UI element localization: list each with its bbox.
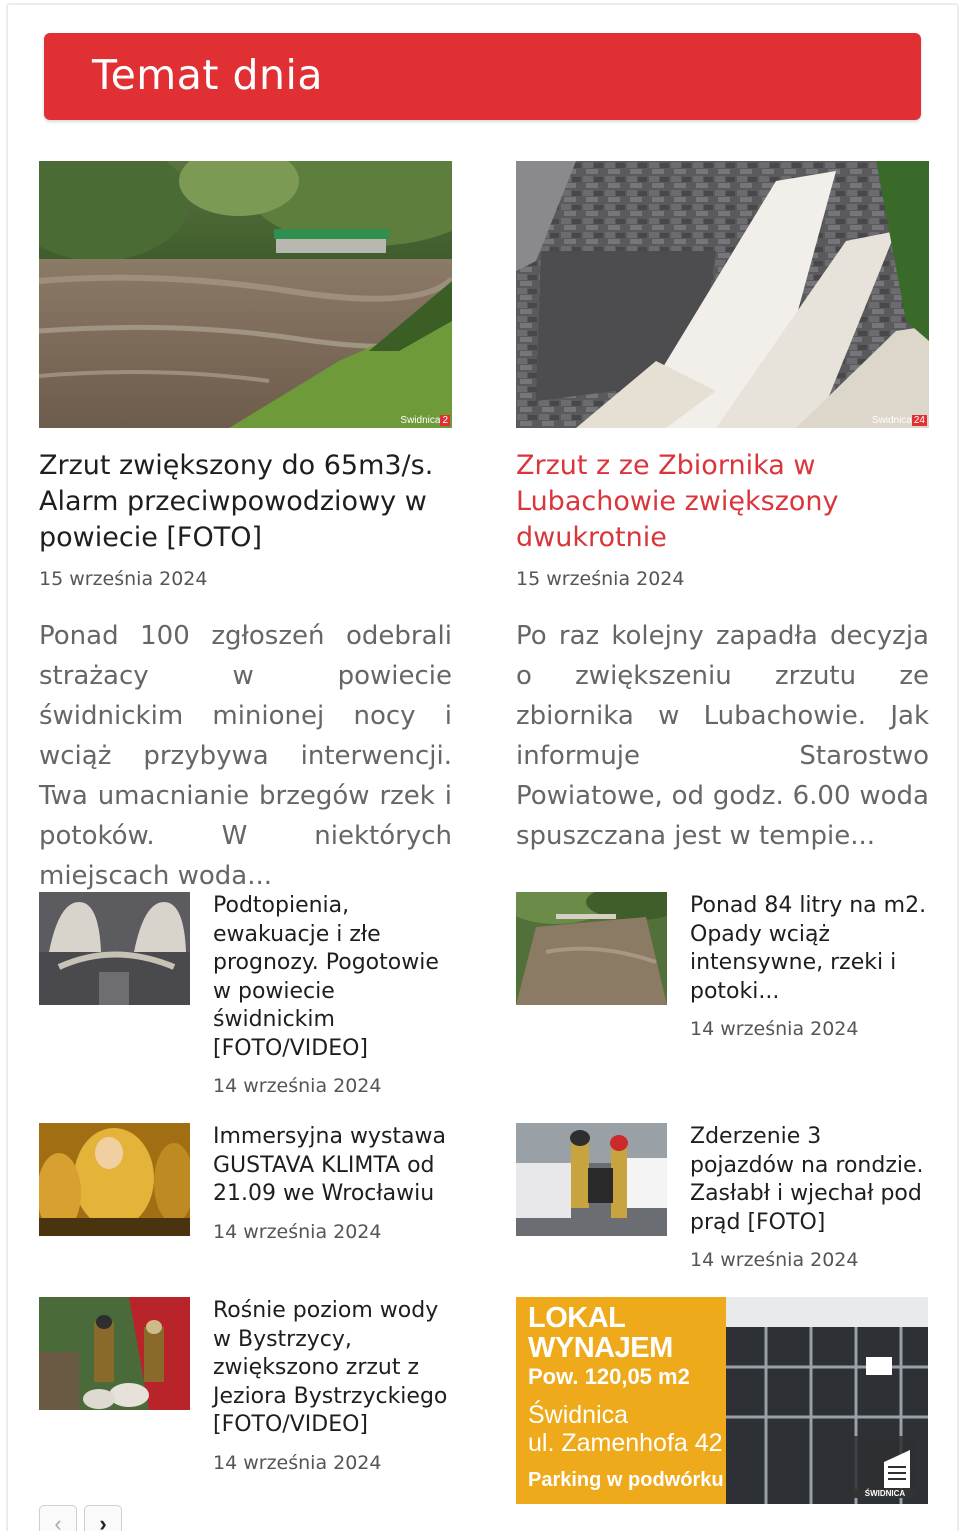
featured-article[interactable]: [516, 161, 929, 856]
featured-article-image[interactable]: [39, 161, 452, 428]
list-item-title[interactable]: Rośnie poziom wody w Bystrzycy, zwiększono zrzut z Jeziora Bystrzyckiego [FOTO/VIDEO]: [213, 1298, 448, 1437]
list-item-title[interactable]: Ponad 84 litry na m2. Opady wciąż intensywne, rzeki i potoki...: [690, 893, 927, 1004]
ad-street: ul. Zamenhofa 42: [528, 1429, 723, 1457]
list-item-image[interactable]: [39, 1297, 190, 1410]
list-item-date: 14 września 2024: [690, 1018, 859, 1040]
list-item-title[interactable]: Immersyjna wystawa GUSTAVA KLIMTA od 21.09 we Wrocławiu: [213, 1124, 446, 1206]
list-item-date: 14 września 2024: [690, 1249, 859, 1271]
list-item-image[interactable]: [39, 1123, 190, 1236]
ad-title: LOKAL WYNAJEM: [528, 1302, 673, 1364]
featured-article-excerpt: Ponad 100 zgłoszeń odebrali strażacy w powiecie świdnickim minionej nocy i wciąż przybywa interwencji. Twa umacnianie brzegów rzek i potoków. W niektórych miejscach woda...: [39, 621, 452, 891]
list-item-title[interactable]: Podtopienia, ewakuacje i złe prognozy. Pogotowie w powiecie świdnickim [FOTO/VIDEO]: [213, 893, 439, 1061]
featured-article-image[interactable]: [516, 161, 929, 428]
list-item-date: 14 września 2024: [213, 1220, 382, 1243]
ad-city: Świdnica: [528, 1401, 629, 1429]
section-header: [44, 33, 921, 120]
featured-article-title[interactable]: Zrzut zwiększony do 65m3/s. Alarm przeciwpowodziowy w powiecie [FOTO]: [39, 450, 434, 553]
ad-area: Pow. 120,05 m2: [528, 1364, 690, 1389]
featured-article-date: 15 września 2024: [516, 568, 685, 590]
featured-article-excerpt: Po raz kolejny zapadła decyzja o zwiększeniu zrzutu ze zbiornika w Lubachowie. Jak informuje Starostwo Powiatowe, od godz. 6.00 woda spuszczana jest w tempie...: [516, 621, 929, 851]
list-item-image[interactable]: [516, 892, 667, 1005]
list-item-date: 14 września 2024: [213, 1075, 382, 1097]
list-item-date: 14 września 2024: [213, 1451, 382, 1474]
list-item-image[interactable]: [39, 892, 190, 1005]
carousel-prev-button[interactable]: ‹: [39, 1505, 77, 1531]
ad-banner[interactable]: [516, 1297, 928, 1504]
section-title: Temat dnia: [92, 51, 324, 99]
ad-logo-text: ŚWIDNICA: [854, 1489, 916, 1498]
image-watermark: Swidnica 2: [400, 415, 448, 426]
featured-article[interactable]: [39, 161, 452, 896]
list-item-image[interactable]: [516, 1123, 667, 1236]
list-item-title[interactable]: Zderzenie 3 pojazdów na rondzie. Zasłabł i wjechał pod prąd [FOTO]: [690, 1124, 924, 1235]
ad-banner-text-panel: [516, 1297, 726, 1504]
featured-article-title[interactable]: Zrzut z ze Zbiornika w Lubachowie zwiększony dwukrotnie: [516, 450, 839, 553]
image-watermark: Swidnica 24: [871, 415, 925, 426]
featured-article-date: 15 września 2024: [39, 568, 208, 590]
ad-parking: Parking w podwórku: [528, 1469, 724, 1491]
carousel-next-button[interactable]: ›: [84, 1505, 122, 1531]
